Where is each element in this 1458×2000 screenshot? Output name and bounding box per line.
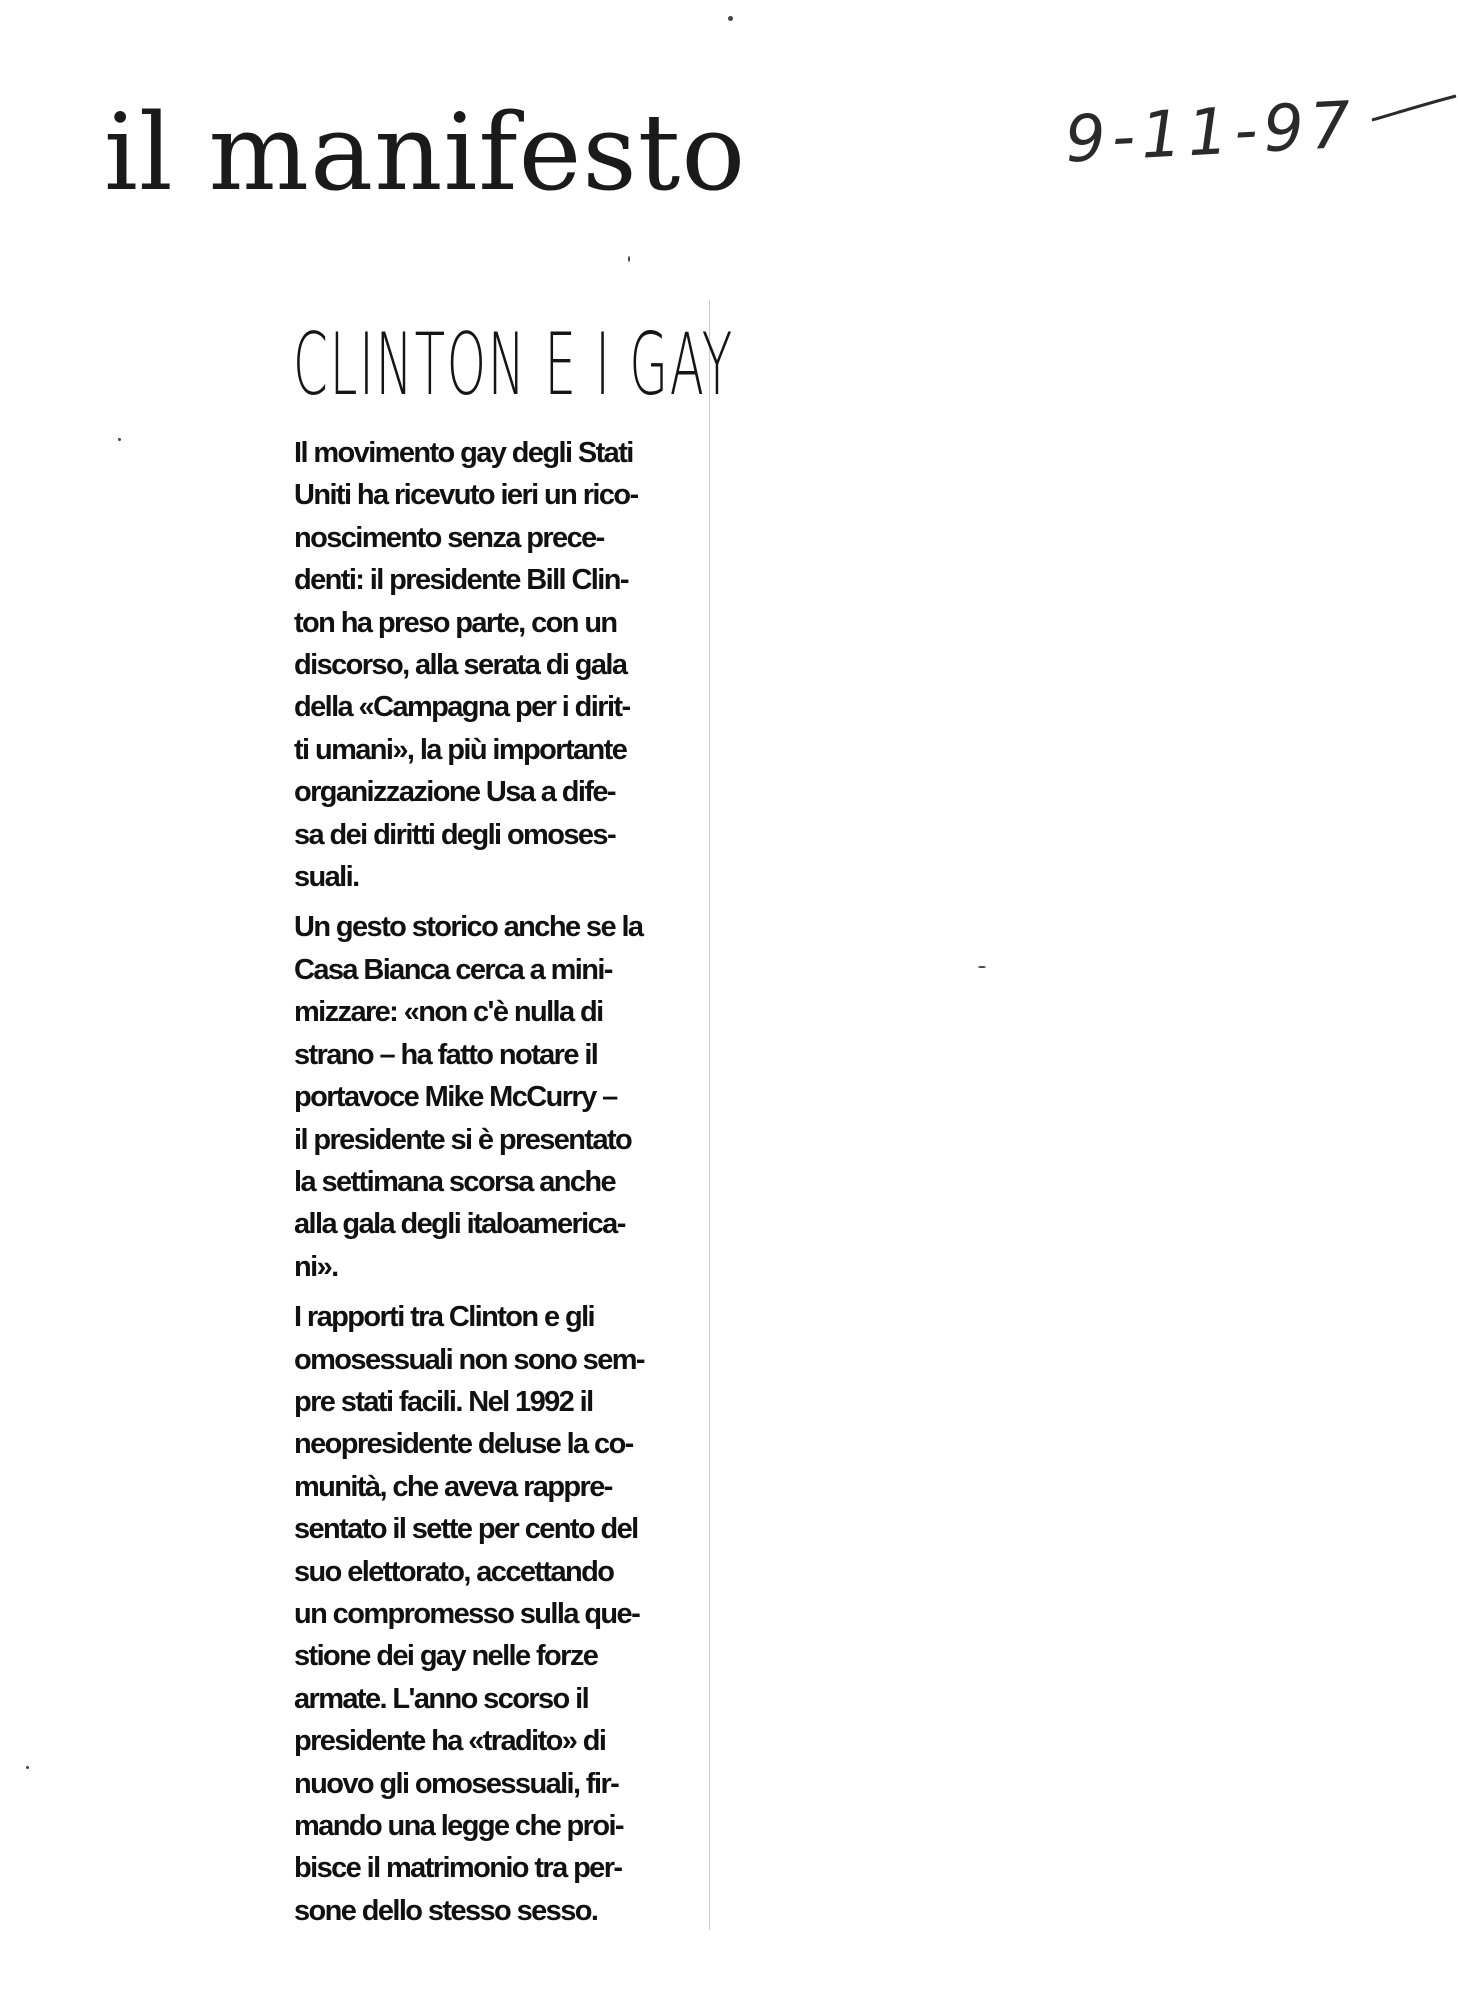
text-line: presidente ha «tradito» di xyxy=(294,1725,606,1758)
text-line: noscimento senza prece- xyxy=(294,521,604,554)
paragraph-1 xyxy=(294,432,682,898)
text-line: suo elettorato, accettando xyxy=(294,1555,614,1588)
text-line: omosessuali non sono sem- xyxy=(294,1343,644,1376)
text-line: ti umani», la più importante xyxy=(294,733,627,766)
text-line: organizzazione Usa a dife- xyxy=(294,776,615,809)
text-line: neopresidente deluse la co- xyxy=(294,1428,633,1461)
column-edge-rule xyxy=(709,300,710,1930)
text-line: ni». xyxy=(294,1250,338,1283)
text-line: della «Campagna per i dirit- xyxy=(294,691,630,724)
text-line: bisce il matrimonio tra per- xyxy=(294,1852,622,1885)
article-headline: CLINTON E I GAY xyxy=(293,315,734,415)
scan-speck xyxy=(26,1766,29,1769)
text-line: strano – ha fatto notare il xyxy=(294,1038,598,1071)
newspaper-masthead: il manifesto xyxy=(104,91,747,214)
text-line: denti: il presidente Bill Clin- xyxy=(294,564,628,597)
paragraph-2 xyxy=(294,906,682,1288)
scan-speck xyxy=(118,438,121,441)
text-line: Il movimento gay degli Stati xyxy=(294,437,633,469)
text-line: nuovo gli omosessuali, fir- xyxy=(294,1767,619,1800)
scan-speck xyxy=(728,16,733,21)
text-line: sentato il sette per cento del xyxy=(294,1513,638,1546)
text-line: armate. L'anno scorso il xyxy=(294,1682,589,1715)
text-line: mizzare: «non c'è nulla di xyxy=(294,996,603,1029)
text-line: la settimana scorsa anche xyxy=(294,1165,616,1198)
text-line: alla gala degli italoamerica- xyxy=(294,1208,625,1241)
text-line: munità, che aveva rappre- xyxy=(294,1470,612,1503)
text-line: mando una legge che proi- xyxy=(294,1810,623,1842)
text-line: I rapporti tra Clinton e gli xyxy=(294,1301,594,1334)
text-line: sone dello stesso sesso. xyxy=(294,1894,598,1927)
text-line: stione dei gay nelle forze xyxy=(294,1640,598,1673)
paragraph-3 xyxy=(294,1296,682,1932)
text-line: il presidente si è presentato xyxy=(294,1123,632,1156)
article-body xyxy=(294,432,682,1940)
text-line: ton ha preso parte, con un xyxy=(294,606,617,639)
text-line: pre stati facili. Nel 1992 il xyxy=(294,1385,593,1418)
date-underline-stroke xyxy=(1370,90,1458,130)
text-line: Un gesto storico anche se la xyxy=(294,911,643,944)
scan-speck xyxy=(978,966,986,968)
text-line: Casa Bianca cerca a mini- xyxy=(294,953,612,986)
text-line: sa dei diritti degli omoses- xyxy=(294,818,615,851)
scan-speck xyxy=(628,256,630,262)
text-line: Uniti ha ricevuto ieri un rico- xyxy=(294,479,638,512)
text-line: portavoce Mike McCurry – xyxy=(294,1081,617,1114)
text-line: suali. xyxy=(294,861,359,894)
text-line: un compromesso sulla que- xyxy=(294,1597,640,1630)
text-line: discorso, alla serata di gala xyxy=(294,649,627,682)
handwritten-date: 9-11-97 xyxy=(1063,88,1359,178)
